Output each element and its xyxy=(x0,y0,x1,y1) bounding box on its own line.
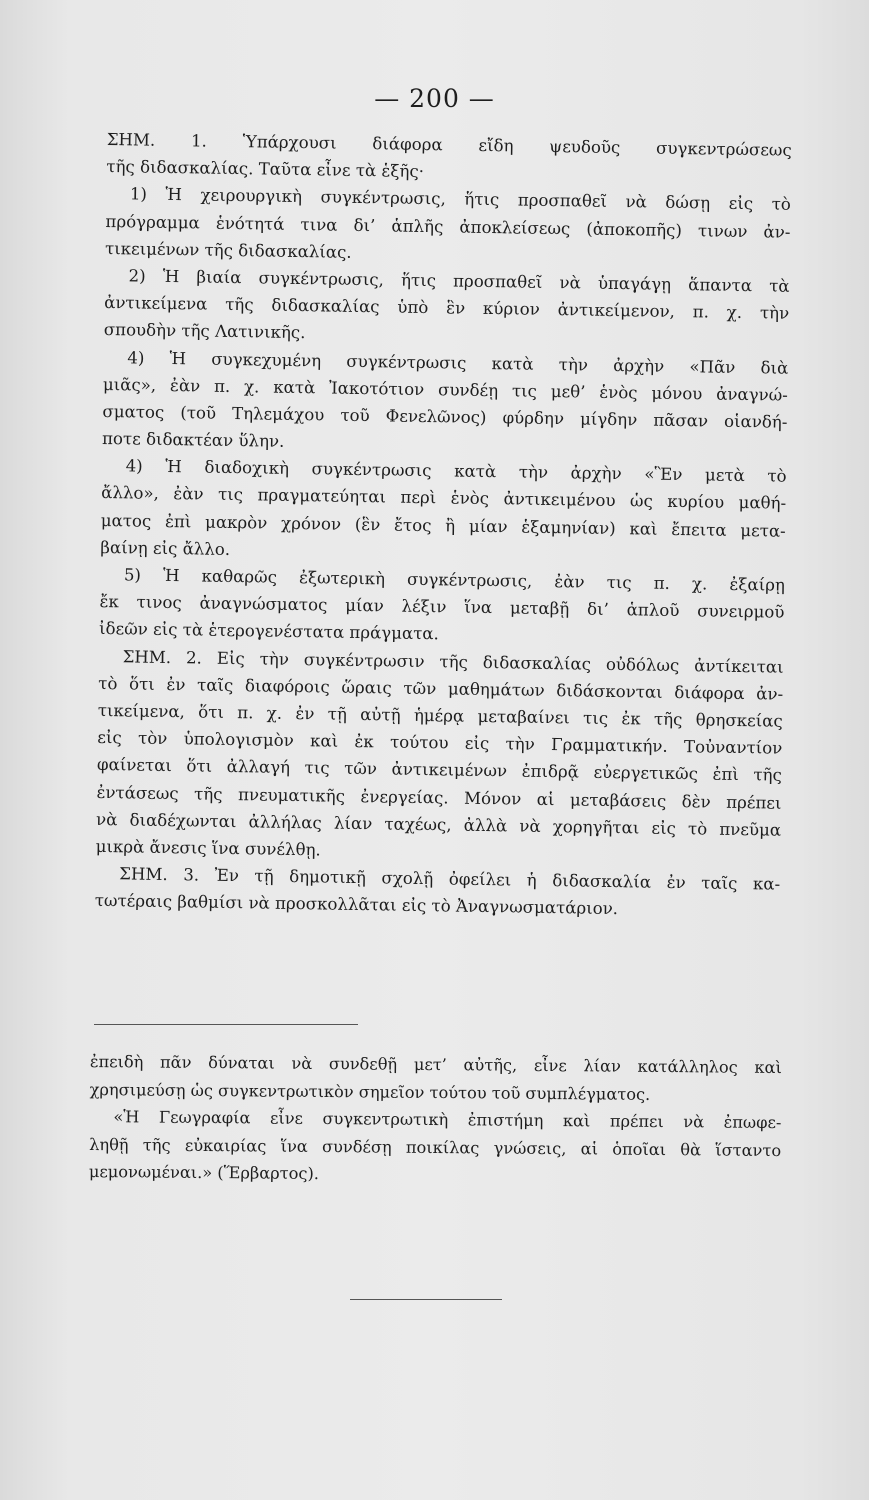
text-line: 5) Ἡ καθαρῶς ἐξωτερικὴ συγκέντρωσις, ἐὰν τις π. χ. ἐξαίρῃ xyxy=(123,565,786,595)
footnote-line: «Ἡ Γεωγραφία εἶνε συγκεντρωτικὴ ἐπιστήμη καὶ πρέπει νὰ ἐπωφε- xyxy=(113,1107,782,1133)
text-line: ἀντικείμενα τῆς διδασκαλίας ὑπὸ ἓν κύριον ἀντικείμενον, π. χ. τὴν xyxy=(104,293,790,323)
text-line: ποτε διδακτέαν ὕλην. xyxy=(101,429,285,451)
text-line: πρόγραμμα ἑνότητά τινα δι’ ἁπλῆς ἀποκλείσεως (ἀποκοπῆς) τινων ἀν- xyxy=(105,211,791,242)
text-line: 2) Ἡ βιαία συγκέντρωσις, ἥτις προσπαθεῖ νὰ ὑπαγάγῃ ἅπαντα τὰ xyxy=(128,266,790,296)
text-line: μικρὰ ἄνεσις ἵνα συνέλθῃ. xyxy=(95,836,321,860)
text-line: τικείμενα, ὅτι π. χ. ἐν τῇ αὐτῇ ἡμέρᾳ μεταβαίνει τις ἐκ τῆς θρησκείας xyxy=(97,700,783,731)
text-line: φαίνεται ὅτι ἀλλαγή τις τῶν ἀντικειμένων ἐπιδρᾷ εὐεργετικῶς ἐπὶ τῆς xyxy=(96,755,783,785)
text-line: ἄλλο», ἐὰν τις πραγματεύηται περὶ ἑνὸς ἀντικειμένου ὡς κυρίου μαθή- xyxy=(101,483,787,514)
text-line: ματος ἐπὶ μακρὸν χρόνον (ἓν ἔτος ἢ μίαν ἑξαμηνίαν) καὶ ἔπειτα μετα- xyxy=(100,510,786,541)
text-line: εἰς τὸν ὑπολογισμὸν καὶ ἐκ τούτου εἰς τὴν Γραμματικήν. Τοὐναντίον xyxy=(97,728,783,758)
text-line: νὰ διαδέχωνται ἀλλήλας λίαν ταχέως, ἀλλὰ νὰ χορηγῆται εἰς τὸ πνεῦμα xyxy=(95,809,782,840)
text-line: ΣΗΜ. 1. Ὑπάρχουσι διάφορα εἴδη ψευδοῦς συγκεντρώσεως xyxy=(106,129,792,160)
text-line: μιᾶς», ἐὰν π. χ. κατὰ Ἰακοτότιον συνδέῃ τις μεθ’ ἑνὸς μόνου ἀναγνώ- xyxy=(102,374,789,405)
text-line: 4) Ἡ συγκεχυμένη συγκέντρωσις κατὰ τὴν ἀρχὴν «Πᾶν διὰ xyxy=(127,347,789,378)
footnote-divider xyxy=(94,1024,358,1025)
end-rule xyxy=(350,1299,502,1300)
main-text xyxy=(95,126,792,925)
footnote-line: μεμονωμέναι.» (Ἕρβαρτος). xyxy=(88,1161,320,1184)
text-line: βαίνῃ εἰς ἄλλο. xyxy=(100,537,231,559)
footnote-line: ληθῇ τῆς εὐκαιρίας ἵνα συνδέσῃ ποικίλας γνώσεις, αἱ ὁποῖαι θὰ ἵσταντο xyxy=(89,1134,782,1160)
text-line: τῆς διδασκαλίας. Ταῦτα εἶνε τὰ ἑξῆς· xyxy=(106,157,425,182)
text-line: ἔκ τινος ἀναγνώσματος μίαν λέξιν ἵνα μεταβῇ δι’ ἁπλοῦ συνειρμοῦ xyxy=(99,592,785,622)
footnote-line: ἐπειδὴ πᾶν δύναται νὰ συνδεθῇ μετ’ αὐτῆς, εἶνε λίαν κατάλληλος καὶ xyxy=(89,1051,782,1078)
text-line: 4) Ἡ διαδοχικὴ συγκέντρωσις κατὰ τὴν ἀρχὴν «Ἓν μετὰ τὸ xyxy=(125,456,787,486)
text-line: τὸ ὅτι ἐν ταῖς διαφόροις ὥραις τῶν μαθημάτων διδάσκονται διάφορα ἀν- xyxy=(98,673,784,704)
text-line: σπουδὴν τῆς Λατινικῆς. xyxy=(103,320,306,343)
footnote-text xyxy=(89,1048,782,1192)
text-line: τωτέραις βαθμίσι νὰ προσκολλᾶται εἰς τὸ Ἀναγνωσματάριον. xyxy=(94,891,619,919)
text-line: ΣΗΜ. 3. Ἐν τῇ δημοτικῇ σχολῇ ὀφείλει ἡ διδασκαλία ἐν ταῖς κα- xyxy=(119,864,781,894)
text-line: τικειμένων τῆς διδασκαλίας. xyxy=(104,238,352,262)
text-line: 1) Ἡ χειρουργικὴ συγκέντρωσις, ἥτις προσπαθεῖ νὰ δώσῃ εἰς τὸ xyxy=(129,184,791,215)
text-line: ΣΗΜ. 2. Εἰς τὴν συγκέντρωσιν τῆς διδασκαλίας οὐδόλως ἀντίκειται xyxy=(122,646,784,677)
text-line: σματος (τοῦ Τηλεμάχου τοῦ Φενελῶνος) φύρδην μίγδην πᾶσαν οἱανδή- xyxy=(102,401,788,432)
footnote-line: χρησιμεύσῃ ὡς συγκεντρωτικὸν σημεῖον τούτου τοῦ συμπλέγματος. xyxy=(89,1079,651,1104)
text-line: ἰδεῶν εἰς τὰ ἑτερογενέστατα πράγματα. xyxy=(98,619,439,644)
text-line: ἐντάσεως τῆς πνευματικῆς ἐνεργείας. Μόνον αἱ μεταβάσεις δὲν πρέπει xyxy=(96,782,782,813)
page-number: — 200 — xyxy=(374,84,495,113)
